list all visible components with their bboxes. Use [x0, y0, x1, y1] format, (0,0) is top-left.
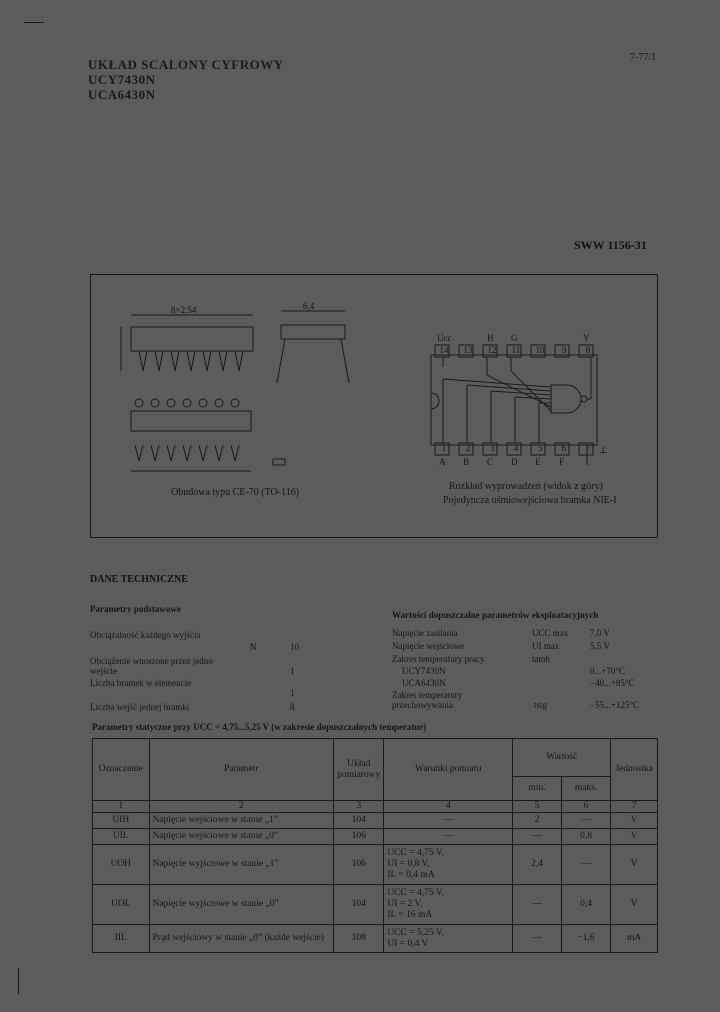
pinout-caption-2: Pojedyncza ośmiowejściowa bramka NIE-I [443, 495, 617, 506]
row-4-cond-3: IL = 16 mA [387, 910, 433, 920]
row-2-unit: V [611, 829, 658, 845]
title-line-1: UKŁAD SCALONY CYFROWY [88, 57, 284, 72]
pin-label-e: E [535, 457, 541, 467]
row-3-param: Napięcie wyjściowe w stanie „1” [149, 845, 334, 885]
limits-row-3-symbol: tamb [532, 654, 550, 664]
table-row [93, 829, 658, 845]
pin-label-a: A [439, 457, 446, 467]
static-params-table [92, 738, 658, 953]
pin-label-b: B [463, 457, 470, 467]
col-header-min: min. [513, 777, 562, 801]
col-number-5: 5 [513, 801, 562, 813]
row-1-condition: — [384, 813, 513, 829]
limits-row-5-value: −40...+85°C [590, 678, 635, 688]
diagram-frame [90, 274, 658, 538]
row-4-cond-2: UI = 2 V, [387, 899, 423, 909]
basic-row-4-value: 8 [290, 702, 295, 712]
row-4-param: Napięcie wyjściowe w stanie „0” [149, 885, 334, 925]
limits-row-1-label: Napięcie zasilania [392, 628, 458, 638]
basic-row-2-label: Obciążenie wnoszone przez jedno wejście [90, 656, 213, 676]
limits-heading: Wartości dopuszczalne parametrów eksploatacyjnych [392, 610, 599, 620]
col-number-7: 7 [611, 801, 658, 813]
row-4-symbol: UOL [93, 885, 150, 925]
pin-14: 14 [439, 345, 449, 355]
pin-13: 13 [463, 345, 473, 355]
row-3-unit: V [611, 845, 658, 885]
row-5-symbol: IIL [93, 925, 150, 953]
row-2-min: — [513, 829, 562, 845]
limits-row-2-value: 5,5 V [590, 641, 610, 651]
row-1-method: 104 [334, 813, 384, 829]
row-3-cond-2: UI = 0,8 V, [387, 859, 430, 869]
pin-5: 5 [537, 443, 543, 453]
basic-row-1-value: 10 [290, 642, 299, 652]
row-4-method: 104 [334, 885, 384, 925]
row-3-max: — [561, 845, 610, 885]
row-5-method: 108 [334, 925, 384, 953]
row-3-cond-3: IL = 0,4 mA [387, 870, 435, 880]
limits-row-4-value: 0...+70°C [590, 666, 625, 676]
package-legs-top [139, 351, 243, 371]
pin-label-y: Y [583, 333, 590, 343]
pin-10: 10 [535, 345, 545, 355]
row-1-unit: V [611, 813, 658, 829]
limits-row-6-symbol: tstg [534, 700, 548, 710]
package-caption: Obudowa typu CE-70 (TO-116) [171, 487, 300, 498]
standard-number: SWW 1156-31 [574, 238, 647, 252]
pin-label-c: C [487, 457, 494, 467]
row-1-min: 2 [513, 813, 562, 829]
row-5-cond-2: UI = 0,4 V [387, 938, 429, 949]
row-2-condition: — [384, 829, 513, 845]
row-2-symbol: UIL [93, 829, 150, 845]
limits-row-3-label: Zakres temperatury pracy [392, 654, 485, 664]
ground-symbol: ⊥ [599, 445, 608, 455]
pin-11: 11 [511, 345, 521, 355]
table-row [93, 925, 658, 953]
pin-4: 4 [513, 443, 519, 453]
page-ref: 7-77/1 [630, 52, 657, 63]
col-number-6: 6 [561, 801, 610, 813]
row-5-cond-1: UCC = 5,25 V, [387, 927, 444, 938]
package-pins-bottom [135, 399, 239, 461]
table-row [93, 845, 658, 885]
row-3-condition [384, 845, 513, 885]
limits-row-2-label: Napięcie wejściowe [392, 641, 465, 651]
basic-row-1-label: Obciążalność każdego wyjścia [90, 630, 201, 640]
row-5-unit: mA [611, 925, 658, 953]
col-header-method: Układ pomiarowy [334, 739, 384, 801]
col-number-2: 2 [149, 801, 334, 813]
pinout-caption-1: Rozkład wyprowadzeń (widok z góry) [449, 481, 603, 492]
pin-7: 7 [585, 443, 591, 453]
basic-params-heading: Parametry podstawowe [90, 604, 181, 614]
basic-row-4-label: Liczba wejść jednej bramki [90, 702, 190, 712]
dim-side-label: 6,4 [303, 301, 315, 311]
row-3-method: 106 [334, 845, 384, 885]
limits-row-1-symbol: UCC max [532, 628, 569, 638]
tech-heading: DANE TECHNICZNE [90, 574, 188, 585]
col-header-unit: Jednostka [611, 739, 658, 801]
pin-label-f: F [559, 457, 565, 467]
package-bottom-body [131, 411, 251, 431]
row-1-param: Napięcie wejściowe w stanie „1” [149, 813, 334, 829]
pin-8: 8 [585, 345, 591, 355]
static-params-heading: Parametry statyczne przy UCC = 4,75...5,25 V (w zakresie dopuszczalnych temperatur) [92, 722, 427, 732]
pin-1: 1 [441, 443, 447, 453]
col-header-condition: Warunki pomiaru [384, 739, 513, 801]
row-2-method: 106 [334, 829, 384, 845]
col-header-values: Wartość [513, 739, 611, 777]
col-header-max: maks. [561, 777, 610, 801]
limits-row-2-symbol: UI max [532, 641, 560, 651]
limits-row-6-label: Zakres temperatury przechowywania [392, 690, 463, 710]
pin-label-g: G [511, 333, 518, 343]
row-1-max: — [561, 813, 610, 829]
corner-mark [24, 22, 44, 23]
table-row [93, 885, 658, 925]
limits-row-4-label: UCY7430N [402, 666, 446, 676]
pin-label-d: D [511, 457, 518, 467]
package-top-body [131, 327, 253, 351]
col-header-param: Parametr [149, 739, 334, 801]
pin-9: 9 [561, 345, 567, 355]
limits-row-6-value: −55...+125°C [590, 700, 640, 710]
row-4-cond-1: UCC = 4,75 V, [387, 888, 444, 898]
row-4-unit: V [611, 885, 658, 925]
pin-2: 2 [465, 443, 471, 453]
edge-mark [18, 968, 19, 994]
title-line-2: UCY7430N [88, 72, 156, 87]
row-3-cond-1: UCC = 4,75 V, [387, 848, 444, 858]
pin-label-ucc: Ucc [437, 333, 452, 343]
col-number-1: 1 [93, 801, 150, 813]
package-side-body [281, 325, 345, 339]
pin-12: 12 [487, 345, 497, 355]
dim-top-label: 8×2,54 [171, 305, 197, 315]
chip-outline [431, 355, 597, 445]
row-2-max: 0,8 [561, 829, 610, 845]
title-line-3: UCA6430N [88, 87, 156, 102]
basic-row-1-symbol: N [250, 642, 257, 652]
col-number-3: 3 [334, 801, 384, 813]
pin-3: 3 [489, 443, 495, 453]
row-4-condition [384, 885, 513, 925]
row-5-min: — [513, 925, 562, 953]
limits-row-5-label: UCA6430N [402, 678, 446, 688]
basic-row-2-value: 1 [290, 666, 295, 676]
basic-row-3-value: 1 [290, 688, 295, 698]
row-4-max: 0,4 [561, 885, 610, 925]
pin-6: 6 [561, 443, 567, 453]
col-number-4: 4 [384, 801, 513, 813]
row-5-condition [384, 925, 513, 953]
row-1-symbol: UIH [93, 813, 150, 829]
basic-row-3-label: Liczba bramek w elemencie [90, 678, 192, 688]
row-2-param: Napięcie wejściowe w stanie „0” [149, 829, 334, 845]
limits-row-1-value: 7,0 V [590, 628, 610, 638]
pin-label-h: H [487, 333, 494, 343]
col-header-symbol: Oznaczenie [93, 739, 150, 801]
row-5-param: Prąd wejściowy w stanie „0” (każde wejście) [149, 925, 334, 953]
row-5-max: −1,6 [561, 925, 610, 953]
row-3-symbol: UOH [93, 845, 150, 885]
table-row [93, 813, 658, 829]
row-3-min: 2,4 [513, 845, 562, 885]
row-4-min: — [513, 885, 562, 925]
